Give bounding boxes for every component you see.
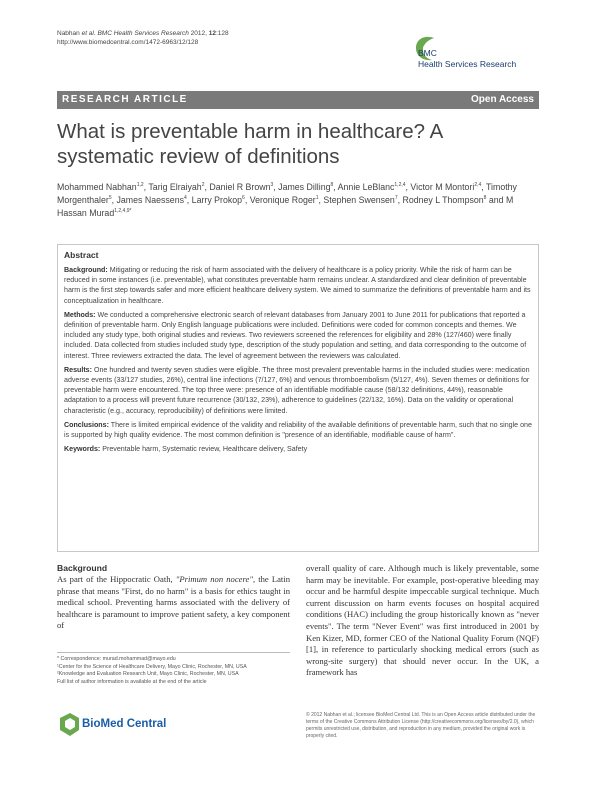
abstract-results: Results: One hundred and twenty seven studies were eligible. The three most prevalent preventable harms in the included studies were: medication adverse events (33/127 studies, 26%), central line infections (7/127, 6%) and venous thromboembolism (5/127, 4%). Seven themes or definitions for preventable harm were encountered. The top three were: presence of an identifiable modifiable cause (58/132 definitions, 44%), reasonable adaptation to a process will prevent future recurrence (30/132, 23%), adherence to guidelines (22/132, 16%). Data on the validity or operational characteristic (e.g., accuracy, reproducibility) of definitions were limited. [64,365,530,415]
abstract-keywords: Keywords: Preventable harm, Systematic review, Healthcare delivery, Safety [64,445,308,454]
author-info-note: Full list of author information is available at the end of the article [57,678,207,685]
abstract-box [57,244,539,552]
body-column-left: Background As part of the Hippocratic Oath, "Primum non nocere", the Latin phrase that means "First, do no harm" is a basis for ethics taught in medical school. Preventing harms associated with the delivery of healthcare is paramount to improve patient safety, a key component of [57,563,290,631]
author: Mohammed Nabhan$^{1,2}$ [57,182,144,192]
section-heading-background: Background [57,563,108,573]
journal-logo-text: BMC Health Services Research [418,48,517,69]
affiliation-2: ²Knowledge and Evaluation Research Unit, Mayo Clinic, Rochester, MN, USA [57,671,239,677]
article-type-banner [57,91,539,109]
author: Veronique Roger$^1$ [249,195,319,205]
author: Timothy Morgenthaler$^5$ [57,182,517,205]
author: Tarig Elraiyah$^2$ [148,182,205,192]
author: James Naessens$^4$ [116,195,187,205]
author: Annie LeBlanc$^{1,2,4}$ [337,182,406,192]
body-column-right: overall quality of care. Although much is likely preventable, some harm may be inevitable. For example, post-operative bleeding may occur and be harmful despite impeccable surgical technique. Much current discussion on harm events focuses on hospital acquired conditions (HAC) including the group historically known as "never events". The term "Never Event" was first introduced in 2001 by Ken Kizer, MD, former CEO of the National Quality Forum (NQF) [1], in reference to particularly shocking medical errors (such as wrong-site surgery) that should never occur. In the UK, a framework has [306,563,539,678]
footnote-divider [57,652,290,653]
author-list: Mohammed Nabhan$^{1,2}$, Tarig Elraiyah$^2$, Daniel R Brown$^3$, James Dilling$^8$, Annie LeBlanc$^{1,2,4}$, Victor M Montori$^{2,4}$, Timothy Morgenthaler$^5$, James Naessens$^4$, Larry Prokop$^6$, Veronique Roger$^1$, Stephen Swensen$^7$, Rodney L Thompson$^8$ and M Hassan Murad$^{1,2,4,9*}$ [57,182,517,218]
running-header [57,29,229,47]
author: M Hassan Murad$^{1,2,4,9*}$ [57,195,514,218]
open-access-label: Open Access [471,94,534,105]
author: Rodney L Thompson$^8$ [402,195,487,205]
author: James Dilling$^8$ [278,182,334,192]
abstract-heading: Abstract [64,250,99,260]
abstract-background: Background: Mitigating or reducing the risk of harm associated with the delivery of healthcare is a policy priority. While the risk of harm can be reduced in some instances (i.e. preventable), what constitutes preventable harm remains unclear. A standardized and clear definition of preventable harm is the first step towards safer and more efficient healthcare delivery system. We aimed to summarize the definitions of preventable harm and its conceptualization in healthcare. [64,266,531,305]
author: Victor M Montori$^{2,4}$ [410,182,482,192]
author: Daniel R Brown$^3$ [209,182,274,192]
copyright-notice: © 2012 Nabhan et al.; licensee BioMed Central Ltd. This is an Open Access article distributed under the terms of the Creative Commons Attribution License (http://creativecommons.org/licenses/by/2.0), which permits unrestricted use, distribution, and reproduction in any medium, provided the original work is properly cited. [306,712,536,739]
abstract-conclusions: Conclusions: There is limited empirical evidence of the validity and reliability of the available definitions of preventable harm, such that no single one is supported by high quality evidence. The most common definition is "presence of an identifiable, modifiable cause of harm". [64,420,532,440]
author: Larry Prokop$^6$ [191,195,245,205]
publisher-logo-text: BioMed Central [82,718,167,730]
article-title: What is preventable harm in healthcare? A systematic review of definitions [57,120,443,168]
affiliation-1: ¹Center for the Science of Healthcare Delivery, Mayo Clinic, Rochester, MN, USA [57,663,247,670]
article-type-label: RESEARCH ARTICLE [62,94,188,105]
article-url[interactable]: http://www.biomedcentral.com/1472-6963/12/128 [57,39,199,46]
citation-line: Nabhan et al. BMC Health Services Research 2012, 12:128 [57,30,229,37]
abstract-methods: Methods: We conducted a comprehensive electronic search of relevant databases from January 2001 to June 2011 for publications that reported a definition of preventable harm. Only English language publications were included. Definitions were coded for common concepts and themes. We included any study type, both original studies and reviews. Two reviewers screened the references for eligibility and 28% (127/460) were finally included. Data collected from studies included study type, description of the study population and setting, and data corresponding to the outcome of interest. Three reviewers extracted the data. The level of agreement between the reviewers was calculated. [64,310,527,360]
footnotes [57,656,297,686]
correspondence: * Correspondence: murad.mohammad@mayo.edu [57,656,176,662]
author: Stephen Swensen$^7$ [323,195,398,205]
